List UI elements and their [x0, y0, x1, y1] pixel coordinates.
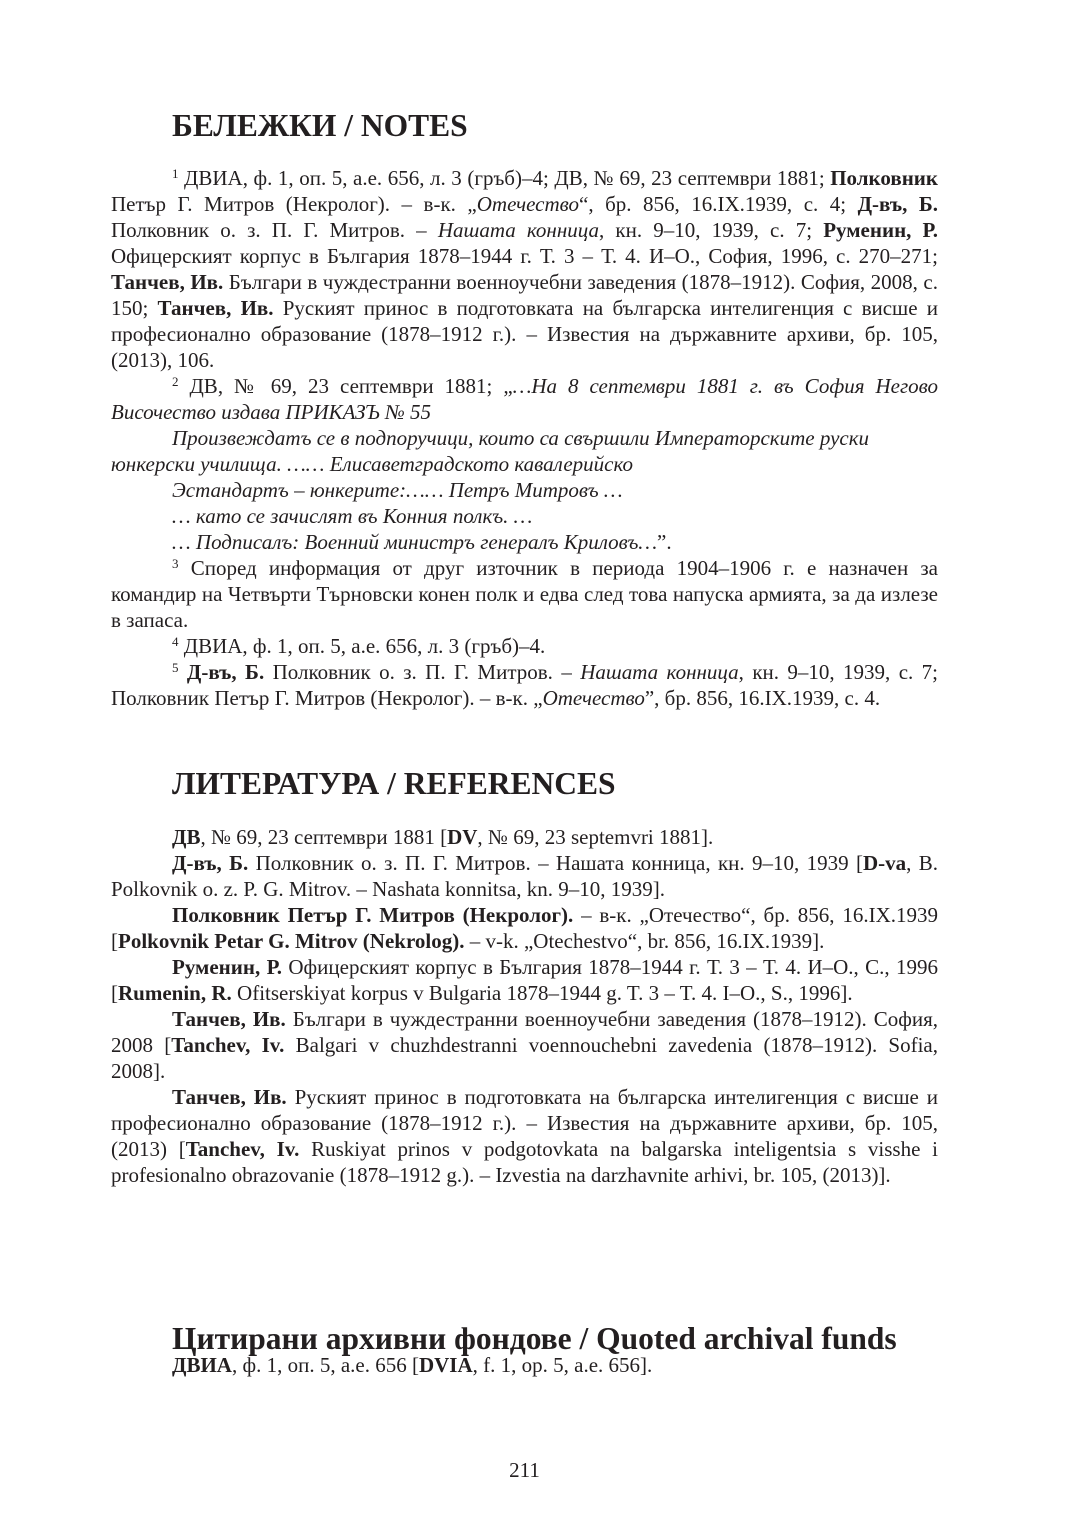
footnote-number: 4 — [172, 634, 179, 649]
footnote-number: 3 — [172, 556, 179, 571]
note-2-quote-line: … като се зачислят въ Конния полкъ. … — [172, 504, 533, 528]
footnote-number: 2 — [172, 374, 179, 389]
note-2: $^2$ ДВ, № 69, 23 септември 1881; „…На 8 септември 1881 г. въ София Негово Височество издава ПРИКАЗЪ № 55 — [111, 374, 938, 424]
footnote-number: 5 — [172, 660, 179, 675]
note-2-quote-line: Произвеждатъ се в подпоручици, които са свършили Императорските руски юнкерски училища. …… Елисаветградското кавалерийско — [111, 426, 870, 476]
archive-item: ДВИА, ф. 1, оп. 5, а.е. 656 [DVIA, f. 1, op. 5, a.e. 656]. — [172, 1353, 653, 1377]
references-list — [111, 824, 938, 1188]
reference-item: Руменин, Р. Офицерският корпус в България 1878–1944 г. Т. 3 – Т. 4. И–О., С., 1996 [Rumenin, R. Ofitserskiyat korpus v Bulgaria 1878–1944 g. T. 3 – T. 4. I–O., S., 1996]. — [111, 955, 938, 1005]
reference-item: Д-въ, Б. Полковник о. з. П. Г. Митров. – Нашата конница, кн. 9–10, 1939 [D-va, B. Polkovnik o. z. P. G. Mitrov. – Nashata konnitsa, kn. 9–10, 1939]. — [111, 851, 939, 901]
reference-item: Полковник Петър Г. Митров (Некролог). – в-к. „Отечество“, бр. 856, 16.IX.1939 [Polkovnik Petar G. Mitrov (Nekrolog). – v-k. „Otechestvo“, br. 856, 16.IX.1939]. — [111, 903, 938, 953]
reference-item: ДВ, № 69, 23 септември 1881 [DV, № 69, 23 septemvri 1881]. — [172, 825, 714, 849]
references-heading: ЛИТЕРАТУРА / REFERENCES — [172, 766, 616, 801]
note-2-quote-line: Эстандартъ – юнкерите:…… Петръ Митровъ … — [172, 478, 623, 502]
reference-item: Танчев, Ив. Руският принос в подготовката на българска интелигенция с висше и професионално образование (1878–1912 г.). – Известия на държавните архиви, бр. 105, (2013) [Tanchev, Iv. Ruskiyat prinos v podgotovkata na balgarska inteligentsia s visshe i profesionalno obrazovanie (1878–1912 g.). – Izvestia na darzhavnite arhivi, br. 105, (2013)]. — [111, 1085, 939, 1187]
note-5: $^5$ Д-въ, Б. Полковник о. з. П. Г. Митров. – Нашата конница, кн. 9–10, 1939, с. 7; Полковник Петър Г. Митров (Некролог). – в-к. „Отечество”, бр. 856, 16.IX.1939, с. 4. — [111, 660, 939, 710]
archives-heading: Цитирани архивни фондове / Quoted archival funds — [172, 1321, 897, 1356]
note-1: $^1$ ДВИА, ф. 1, оп. 5, а.е. 656, л. 3 (гръб)–4; ДВ, № 69, 23 септември 1881; Полковник Петър Г. Митров (Некролог). – в-к. „Отечество“, бр. 856, 16.IX.1939, с. 4; Д-въ, Б. Полковник о. з. П. Г. Митров. – Нашата конница, кн. 9–10, 1939, с. 7; Руменин, Р. Офицерският корпус в България 1878–1944 г. Т. 3 – Т. 4. И–О., София, 1996, с. 270–271; Танчев, Ив. Българи в чуждестранни военноучебни заведения (1878–1912). София, 2008, с. 150; Танчев, Ив. Руският принос в подготовката на българска интелигенция с висше и професионално образование (1878–1912 г.). – Известия на държавните архиви, бр. 105, (2013), 106. — [111, 166, 939, 372]
notes-list — [111, 165, 938, 711]
note-2-quote-line: … Подписалъ: Военний министръ генералъ Криловъ…”. — [172, 530, 672, 554]
page-number: 211 — [509, 1458, 540, 1482]
notes-heading: БЕЛЕЖКИ / NOTES — [172, 108, 468, 143]
note-3: $^3$ Според информация от друг източник в периода 1904–1906 г. е назначен за командир на Четвърти Търновски конен полк и едва след това напуска армията, за да излезе в запаса. — [111, 556, 938, 632]
note-4: $^4$ ДВИА, ф. 1, оп. 5, а.е. 656, л. 3 (гръб)–4. — [172, 634, 546, 658]
footnote-number: 1 — [172, 166, 179, 181]
reference-item: Танчев, Ив. Българи в чуждестранни военноучебни заведения (1878–1912). София, 2008 [Tanchev, Iv. Balgari v chuzhdestranni voennouchebni zavedenia (1878–1912). Sofia, 2008]. — [111, 1007, 939, 1083]
archives-list — [111, 1352, 938, 1378]
